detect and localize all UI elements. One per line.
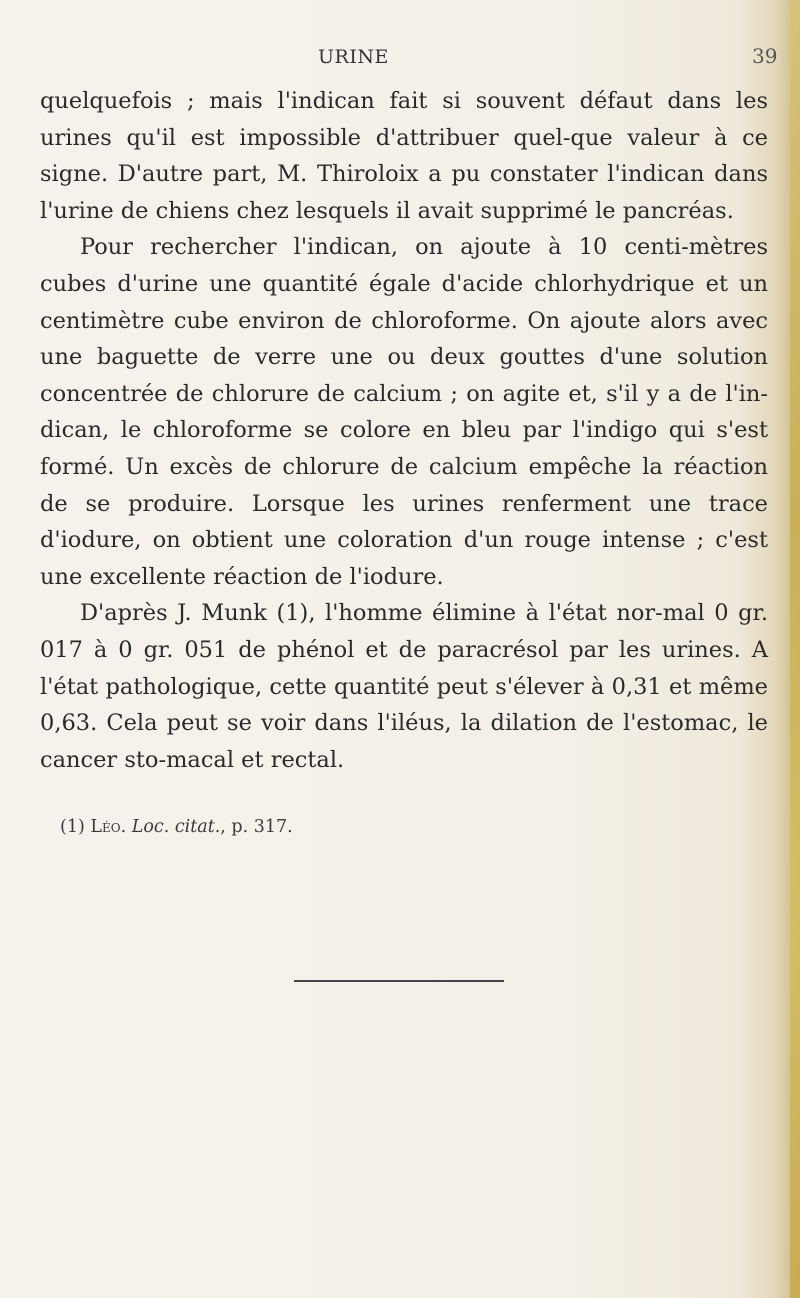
- footnote-citation: Loc. citat.: [131, 817, 221, 837]
- page-number: 39: [752, 44, 778, 68]
- paragraph-3: D'après J. Munk (1), l'homme élimine à l'état nor-mal 0 gr. 017 à 0 gr. 051 de phénol et de paracrésol par les urines. A l'état pathologique, cette quantité peut s'élever à 0,31 et même 0,63. Cela peut se voir dans l'iléus, la dilation de l'estomac, le cancer sto-macal et rectal.: [40, 600, 768, 773]
- footnote: [60, 817, 293, 837]
- footnote-page: , p. 317.: [220, 817, 293, 837]
- paragraph-1: quelquefois ; mais l'indican fait si souvent défaut dans les urines qu'il est impossible d'attribuer quel-que valeur à ce signe. D'autre part, M. Thiroloix a pu constater l'indican dans l'urine de chiens chez lesquels il avait supprimé le pancréas.: [40, 88, 768, 224]
- footnote-author: Léo.: [90, 817, 127, 837]
- running-title: URINE: [318, 46, 389, 68]
- running-header: [0, 38, 800, 68]
- footnote-marker: (1): [60, 817, 85, 837]
- horizontal-rule: [294, 980, 504, 982]
- paragraph-2: Pour rechercher l'indican, on ajoute à 10 centi-mètres cubes d'urine une quantité égale d'acide chlorhydrique et un centimètre cube environ de chloroforme. On ajoute alors avec une baguette de verre une ou deux gouttes d'une solution concentrée de chlorure de calcium ; on agite et, s'il y a de l'in-dican, le chloroforme se colore en bleu par l'indigo qui s'est formé. Un excès de chlorure de calcium empêche la réaction de se produire. Lorsque les urines renferment une trace d'iodure, on obtient une coloration d'un rouge intense ; c'est une excellente réaction de l'iodure.: [40, 234, 768, 590]
- body-text: [40, 83, 768, 778]
- page-edge: [790, 0, 800, 1298]
